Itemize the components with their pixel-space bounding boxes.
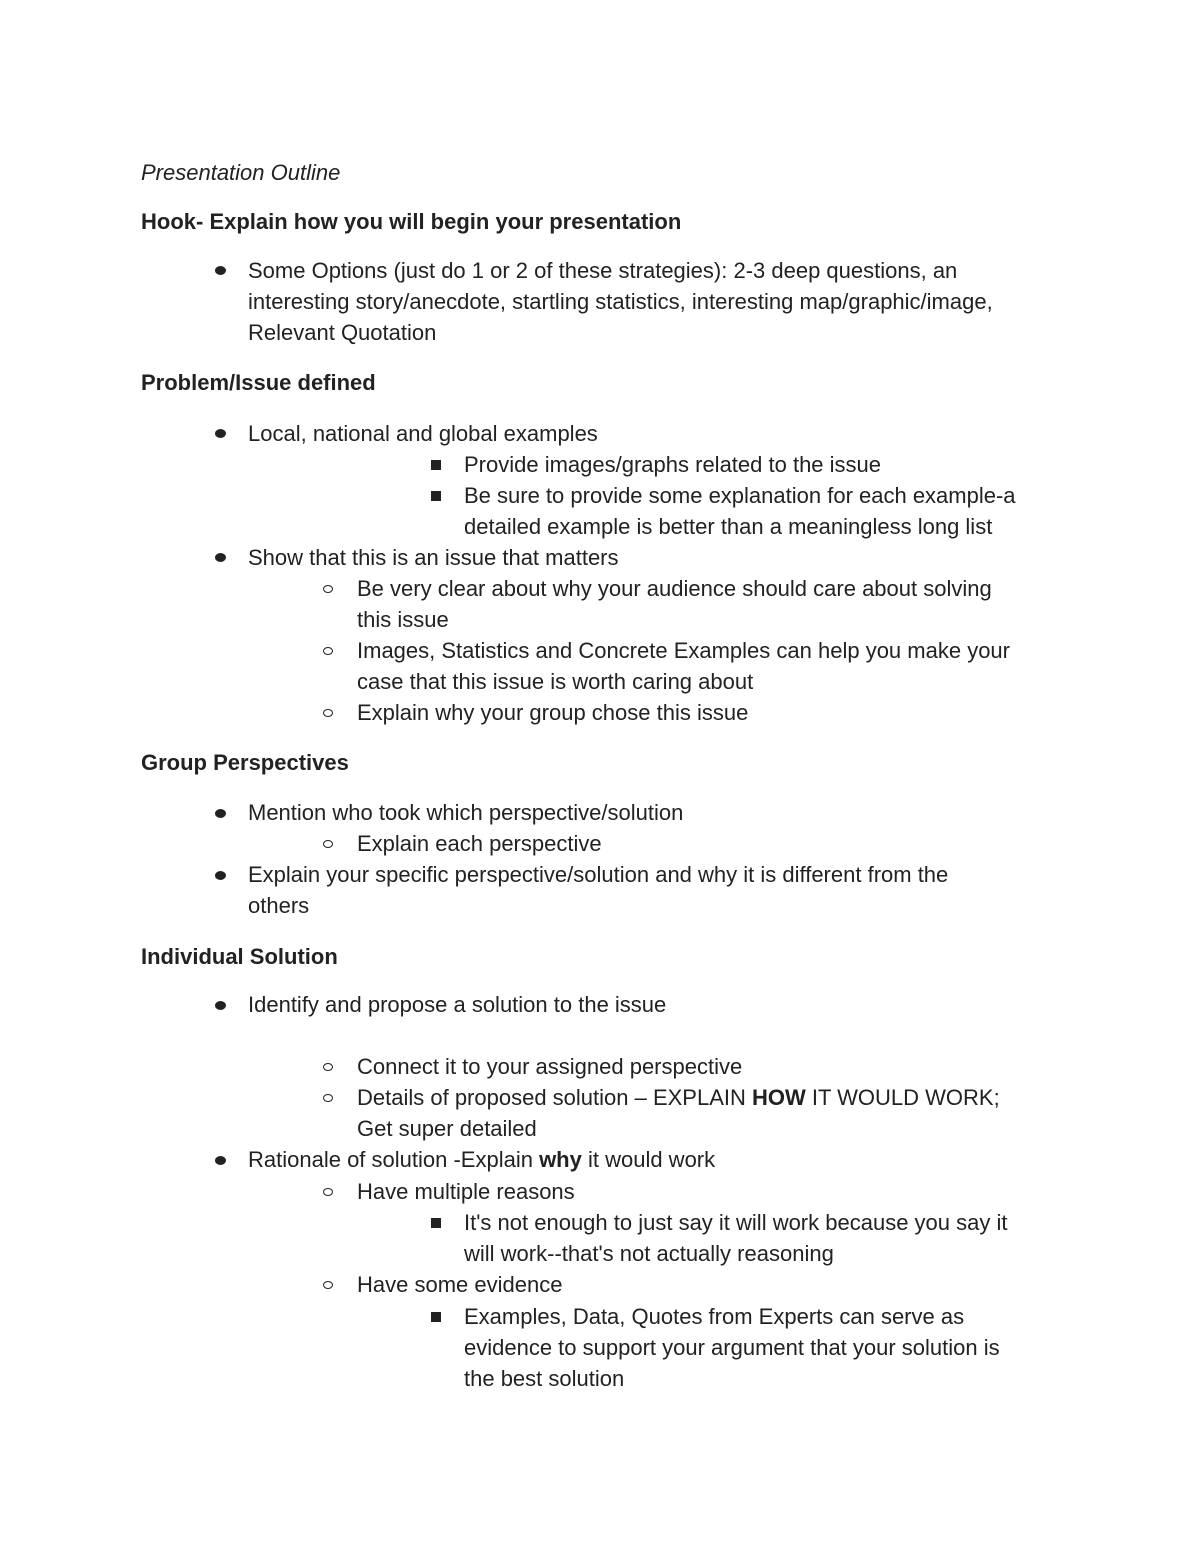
text-run: Details of proposed solution – EXPLAIN [357,1085,753,1110]
individual-heading: Individual Solution [141,944,338,969]
bullet-disc-icon [215,871,226,880]
bullet-circle-icon [323,647,333,655]
bullet-square-icon [431,460,441,470]
text-run: it would work [581,1147,716,1172]
list-item: will work--that's not actually reasoning [464,1241,834,1266]
bullet-disc-icon [215,809,226,818]
bullet-square-icon [431,1218,441,1228]
bullet-circle-icon [323,1063,333,1071]
bullet-circle-icon [323,709,333,717]
hook-bullet-line: Relevant Quotation [248,320,437,345]
list-item: Have some evidence [357,1272,563,1297]
bullet-circle-icon [323,840,333,848]
text-run: Rationale of solution -Explain [248,1147,540,1172]
bullet-square-icon [431,491,441,501]
list-item: others [248,893,310,918]
list-item: Local, national and global examples [248,421,598,446]
list-item: It's not enough to just say it will work because you say it [464,1210,1008,1235]
list-item: Be very clear about why your audience should care about solving [357,576,992,601]
bullet-disc-icon [215,1001,226,1010]
bold-text: HOW [752,1085,806,1110]
bullet-circle-icon [323,585,333,593]
list-item: Mention who took which perspective/solution [248,800,684,825]
bold-text: why [539,1147,582,1172]
list-item: Show that this is an issue that matters [248,545,619,570]
list-item: Be sure to provide some explanation for each example-a [464,483,1016,508]
group-heading: Group Perspectives [141,750,349,775]
hook-heading: Hook- Explain how you will begin your presentation [141,209,682,234]
bullet-square-icon [431,1312,441,1322]
list-item: Explain each perspective [357,831,602,856]
bullet-circle-icon [323,1094,333,1102]
bullet-disc-icon [215,266,226,275]
hook-bullet-line: interesting story/anecdote, startling statistics, interesting map/graphic/image, [248,289,993,314]
list-item: Connect it to your assigned perspective [357,1054,743,1079]
list-item: detailed example is better than a meaningless long list [464,514,993,539]
list-item: the best solution [464,1366,625,1391]
bullet-disc-icon [215,429,226,438]
list-item: Provide images/graphs related to the issue [464,452,882,477]
list-item: evidence to support your argument that your solution is [464,1335,1000,1360]
text-run: IT WOULD WORK; [805,1085,1000,1110]
bullet-disc-icon [215,553,226,562]
list-item: Identify and propose a solution to the issue [248,992,667,1017]
list-item: Have multiple reasons [357,1179,575,1204]
bullet-disc-icon [215,1156,226,1165]
list-item [248,1144,715,1175]
bullet-circle-icon [323,1281,333,1289]
document-title: Presentation Outline [141,160,341,185]
list-item: Images, Statistics and Concrete Examples can help you make your [357,638,1010,663]
list-item: Get super detailed [357,1116,537,1141]
problem-heading: Problem/Issue defined [141,370,376,395]
list-item: Explain your specific perspective/solution and why it is different from the [248,862,949,887]
list-item: this issue [357,607,449,632]
hook-bullet-line: Some Options (just do 1 or 2 of these strategies): 2-3 deep questions, an [248,258,958,283]
bullet-circle-icon [323,1188,333,1196]
list-item: case that this issue is worth caring about [357,669,754,694]
list-item [357,1082,1000,1113]
list-item: Examples, Data, Quotes from Experts can serve as [464,1304,965,1329]
list-item: Explain why your group chose this issue [357,700,749,725]
